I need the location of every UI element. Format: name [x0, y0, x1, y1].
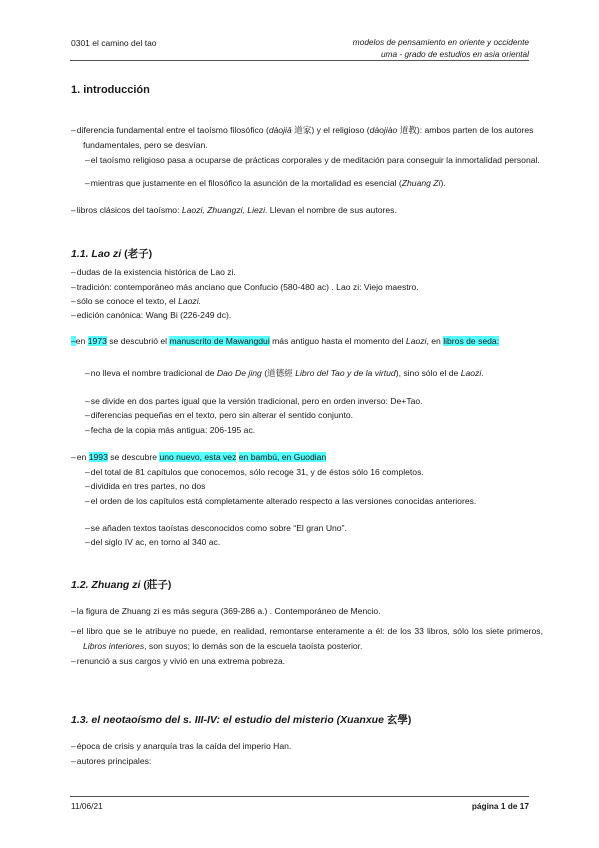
- laozi-line-3: – sólo se conoce el texto, el Laozi.: [71, 294, 543, 309]
- highlight-libros-de-seda: libros de seda:: [443, 336, 500, 346]
- laozi-line-4: – edición canónica: Wang Bi (226-249 dc).: [71, 308, 543, 323]
- laozi-line-1: – dudas de la existencia histórica de Lao zi.: [71, 265, 543, 280]
- section-1-heading: 1. introducción: [71, 84, 150, 96]
- mawangdui-sub-2: – se divide en dos partes igual que la versión tradicional, pero en orden inverso: De+Tao.: [85, 394, 542, 409]
- guodian-sub-3: – el orden de los capítulos está completamente alterado respecto a las versiones conocidas anteriores.: [85, 494, 542, 509]
- document-header-left: 0301 el camino del tao: [71, 38, 157, 48]
- header-divider: [70, 60, 529, 61]
- footer-divider: [70, 796, 529, 797]
- header-course-title: modelos de pensamiento en oriente y occidente: [352, 37, 529, 47]
- laozi-line-2: – tradición: contemporáneo más anciano que Confucio (580-480 ac) . Lao zi: Viejo maestro.: [71, 280, 543, 295]
- guodian-sub-1: – del total de 81 capítulos que conocemos, sólo recoge 31, y de éstos sólo 16 completos.: [85, 465, 542, 480]
- highlight-bambu-guodian: en bambú, en Guodian: [238, 452, 327, 462]
- zhuangzi-line-3: – renunció a sus cargos y vivió en una extrema pobreza.: [71, 654, 543, 669]
- neotaoism-line-1: – época de crisis y anarquía tras la caída del imperio Han.: [71, 739, 543, 754]
- guodian-sub-2: – dividida en tres partes, no dos: [85, 479, 542, 494]
- section-1-sub-bullet-1: – el taoísmo religioso pasa a ocuparse de prácticas corporales y de meditación para conseguir la inmortalidad personal.: [85, 153, 542, 168]
- section-1-3-heading: 1.3. el neotaoísmo del s. III-IV: el estudio del misterio (Xuanxue 玄學): [71, 714, 412, 726]
- mawangdui-paragraph: –en 1973 se descubrió el manuscrito de Mawangdui más antiguo hasta el momento del Laozi, en libros de seda:: [71, 336, 500, 346]
- section-1-1-heading: 1.1. Lao zi (老子): [71, 248, 153, 260]
- zhuangzi-line-1: – la figura de Zhuang zi es más segura (369-286 a.) . Contemporáneo de Mencio.: [71, 604, 543, 619]
- guodian-sub-4: – se añaden textos taoístas desconocidos como sobre “El gran Uno”.: [85, 521, 542, 536]
- header-program-title: uma - grado de estudios en asia oriental: [380, 49, 529, 59]
- footer-page-number: página 1 de 17: [471, 801, 529, 811]
- highlight-mawangdui: manuscrito de Mawangdui: [169, 336, 270, 346]
- highlight-1993: 1993: [88, 452, 108, 462]
- section-1-sub-bullet-2: – mientras que justamente en el filosófico la asunción de la mortalidad es esencial (Zhuang Zi).: [85, 176, 542, 191]
- section-1-2-heading: 1.2. Zhuang zi (莊子): [71, 579, 172, 591]
- mawangdui-sub-1: – no lleva el nombre tradicional de Dao De jing (道德經 Libro del Tao y de la virtud), sino sólo el de Laozi.: [85, 366, 542, 381]
- mawangdui-sub-4: – fecha de la copia más antigua: 206-195 ac.: [85, 423, 542, 438]
- section-1-bullet-2: – libros clásicos del taoísmo: Laozi, Zhuangzi, Liezi. Llevan el nombre de sus autores.: [71, 203, 543, 218]
- highlight-uno-nuevo: uno nuevo, esta vez: [159, 452, 237, 462]
- footer-date: 11/06/21: [71, 801, 103, 811]
- zhuangzi-line-2: – el libro que se le atribuye no puede, en realidad, remontarse enteramente a él: de los 33 libros, sólo los siete primeros, Libros interiores, son suyos; lo demás son de la escuela taoísta posterior.: [71, 624, 543, 654]
- guodian-paragraph: – en 1993 se descubre uno nuevo, esta vez en bambú, en Guodian: [71, 450, 543, 465]
- mawangdui-sub-3: – diferencias pequeñas en el texto, pero sin alterar el sentido conjunto.: [85, 408, 542, 423]
- highlight-1973: 1973: [87, 336, 107, 346]
- guodian-sub-5: – del siglo IV ac, en torno al 340 ac.: [85, 535, 542, 550]
- neotaoism-line-2: – autores principales:: [71, 754, 543, 769]
- document-header-right: [353, 36, 529, 60]
- section-1-bullet-1: – diferencia fundamental entre el taoísmo filosófico (dàojiā 道家) y el religioso (dàojiào 道教): ambos parten de los autores fundamentales, pero se desvían.: [71, 123, 543, 153]
